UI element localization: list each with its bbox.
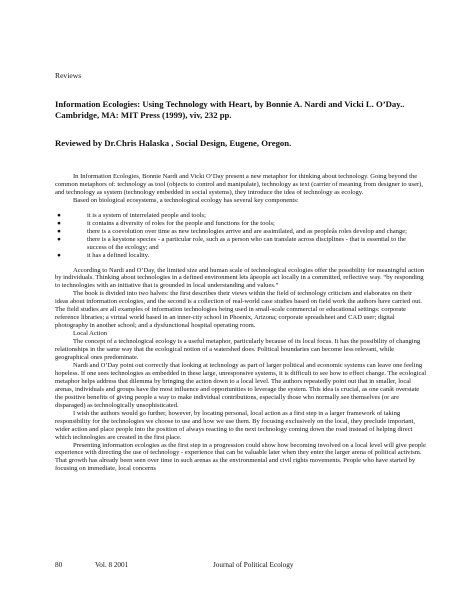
paragraph-wider-action: I wish the authors would go further, however, by locating personal, local action as a first step in a larger framework of taking responsibility for the technologies we choose to use and how we use them. By focusing exclusively on the local, they preclude important, wider action and place people into the position of always reacting to the next technology coming down the road instead of helping direct which technologies are created in the first place. xyxy=(55,409,415,441)
paragraph-local-focus: The concept of a technological ecology is a useful metaphor, particularly because of its local focus. It has the possibility of changing relationships in the same way that the ecological notion of a watershed does. Political boundaries can become less relevant, while geographical ones predominate. xyxy=(55,338,421,362)
list-item-text: it is a system of interrelated people and tools; xyxy=(87,211,206,219)
section-header: Reviews xyxy=(55,71,82,80)
list-item xyxy=(55,228,427,236)
paragraph-progression: Presenting information ecologies as the first step in a progression could show how becoming involved on a local level will give people experience with directing the use of technology - experience that can be valuable later when they enter the larger arena of political activism. That growth has already been seen over time in such arenas as the environmental and civil rights movements. People who have started by focusing on immediate, local concerns xyxy=(55,441,426,473)
paragraph-local-scale: According to Nardi and O’Day, the limited size and human scale of technological ecologies offer the possibility for meaningful action by individuals. Thinking about technologies in a defined environment lets âpeople act locally in a committed, reflective way. “by responding to technologies with an initiative that is grounded in local understanding and values.” xyxy=(55,266,425,290)
bullet-icon: ● xyxy=(57,211,61,219)
bullet-icon: ● xyxy=(57,227,61,235)
subheading-local-action: Local Action xyxy=(73,330,107,338)
paragraph-components-lead: Based on biological ecosystems, a technological ecology has several key components: xyxy=(73,196,299,204)
list-item-text: there is a coevolution over time as new technologies arrive and are assimilated, and as peopleâs roles develop and change; xyxy=(87,227,407,235)
components-list xyxy=(55,212,427,260)
page-number: 80 xyxy=(55,561,63,569)
paragraph-intro: In Information Ecologies, Bonnie Nardi and Vicki O’Day present a new metaphor for thinking about technology. Going beyond the common metaphors of: technology as tool (objects to control and manipulate), technology as text (carrier of meaning from designer to user), and technology as system (technology embedded in social systems), they introduce the idea of technology as ecology. xyxy=(55,173,423,196)
journal-name: Journal of Political Ecology xyxy=(213,561,294,569)
list-item xyxy=(55,212,427,220)
paragraph-political-systems: Nardi and O’Day point out correctly that looking at technology as part of larger political and economic systems can leave one feeling hopeless. If one sees technologies as embedded in these large, unresponsive systems, it is difficult to see how to effect change. The ecological metaphor helps address that dilemma by bringing the action down to a local level. The authors repeatedly point out that in smaller, local arenas, individuals and groups have the most influence and opportunities to leverage the system. This idea is crucial, as one canât overstate the positive benefits of giving people a way to make individual contributions, especially those who normally see themselves (or are disparaged) as technologically unsophisticated. xyxy=(55,361,427,409)
review-title: Information Ecologies: Using Technology with Heart, by Bonnie A. Nardi and Vicki L. O’Day.. Cambridge, MA: MIT Press (1999), viv, 232 pp. xyxy=(55,99,405,120)
bullet-icon: ● xyxy=(57,219,61,227)
volume-label: Vol. 8 2001 xyxy=(95,561,129,569)
list-item xyxy=(55,252,427,260)
bullet-icon: ● xyxy=(57,235,61,243)
reviewer-byline: Reviewed by Dr.Chris Halaska , Social Design, Eugene, Oregon. xyxy=(55,138,292,148)
review-body xyxy=(55,173,427,473)
list-item xyxy=(55,236,427,252)
list-item-text: there is a keystone species - a particular role, such as a person who can translate across disciplines - that is essential to the success of the ecology; and xyxy=(87,235,406,251)
bullet-icon: ● xyxy=(57,251,61,259)
list-item-text: it contains a diversity of roles for the people and functions for the tools; xyxy=(87,219,275,227)
list-item xyxy=(55,220,427,228)
list-item-text: it has a defined locality. xyxy=(87,251,150,259)
paragraph-book-structure: The book is divided into two halves: the first describes their views within the field of technology criticism and elaborates on their ideas about information ecologies, and the second is a collection of real-world case studies based on field work the authors have carried out. The field studies are all examples of information technologies being used in small-scale commercial or educational settings: corporate reference libraries; a virtual world based in an inner-city school in Phoenix, Arizona; corporate spreadsheet and CAD user; digital photography in another school; and a dysfunctional hospital operating room. xyxy=(55,290,422,330)
